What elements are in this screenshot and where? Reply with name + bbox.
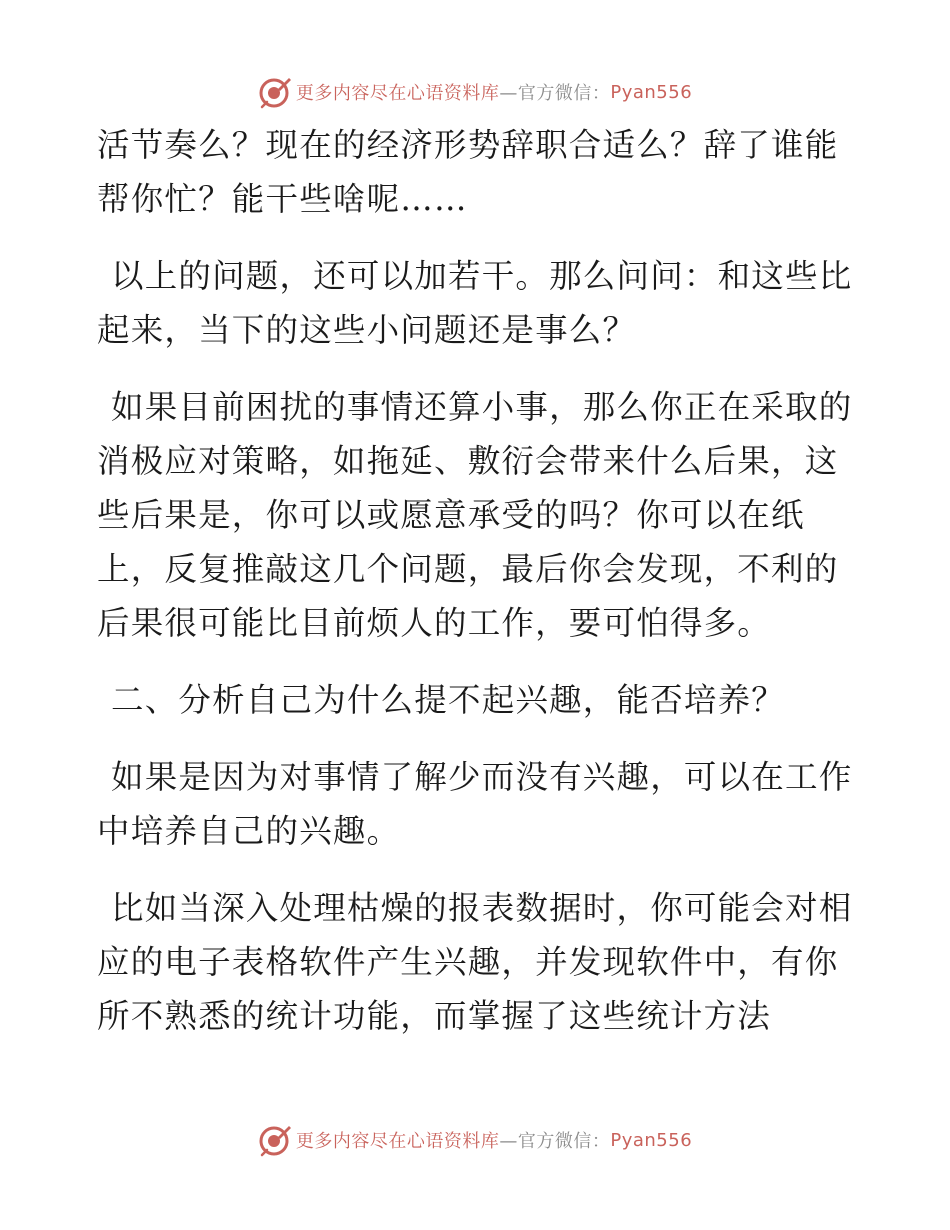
watermark-site-name: 更多内容尽在心语资料库	[295, 83, 500, 104]
paragraph-2: 以上的问题，还可以加若干。那么问问：和这些比起来，当下的这些小问题还是事么？	[97, 257, 853, 349]
paragraph-1: 活节奏么？现在的经济形势辞职合适么？辞了谁能帮你忙？能干些啥呢……	[97, 126, 839, 218]
paragraph-3: 如果目前困扰的事情还算小事，那么你正在采取的消极应对策略，如拖延、敷衍会带来什么后果，这些后果是，你可以或愿意承受的吗？你可以在纸上，反复推敲这几个问题，最后你会发现，不利的后果很可能比目前烦人的工作，要可怕得多。	[97, 388, 853, 642]
header-watermark	[0, 72, 950, 112]
watermark-wechat-label: —官方微信：	[499, 83, 611, 104]
watermark-wechat-id: Pyan556	[610, 1129, 693, 1151]
footer-watermark	[0, 1120, 950, 1160]
watermark-wechat-label: —官方微信：	[499, 1131, 611, 1152]
watermark-site-name: 更多内容尽在心语资料库	[295, 1131, 500, 1152]
watermark-wechat-id: Pyan556	[610, 81, 693, 103]
pen-logo-icon	[258, 1123, 292, 1157]
section-heading: 二、分析自己为什么提不起兴趣，能否培养？	[111, 681, 786, 719]
paragraph-4: 如果是因为对事情了解少而没有兴趣，可以在工作中培养自己的兴趣。	[97, 758, 853, 850]
document-body	[97, 118, 857, 1066]
paragraph-5: 比如当深入处理枯燥的报表数据时，你可能会对相应的电子表格软件产生兴趣，并发现软件中，有你所不熟悉的统计功能，而掌握了这些统计方法	[97, 889, 853, 1035]
pen-logo-icon	[258, 75, 292, 109]
